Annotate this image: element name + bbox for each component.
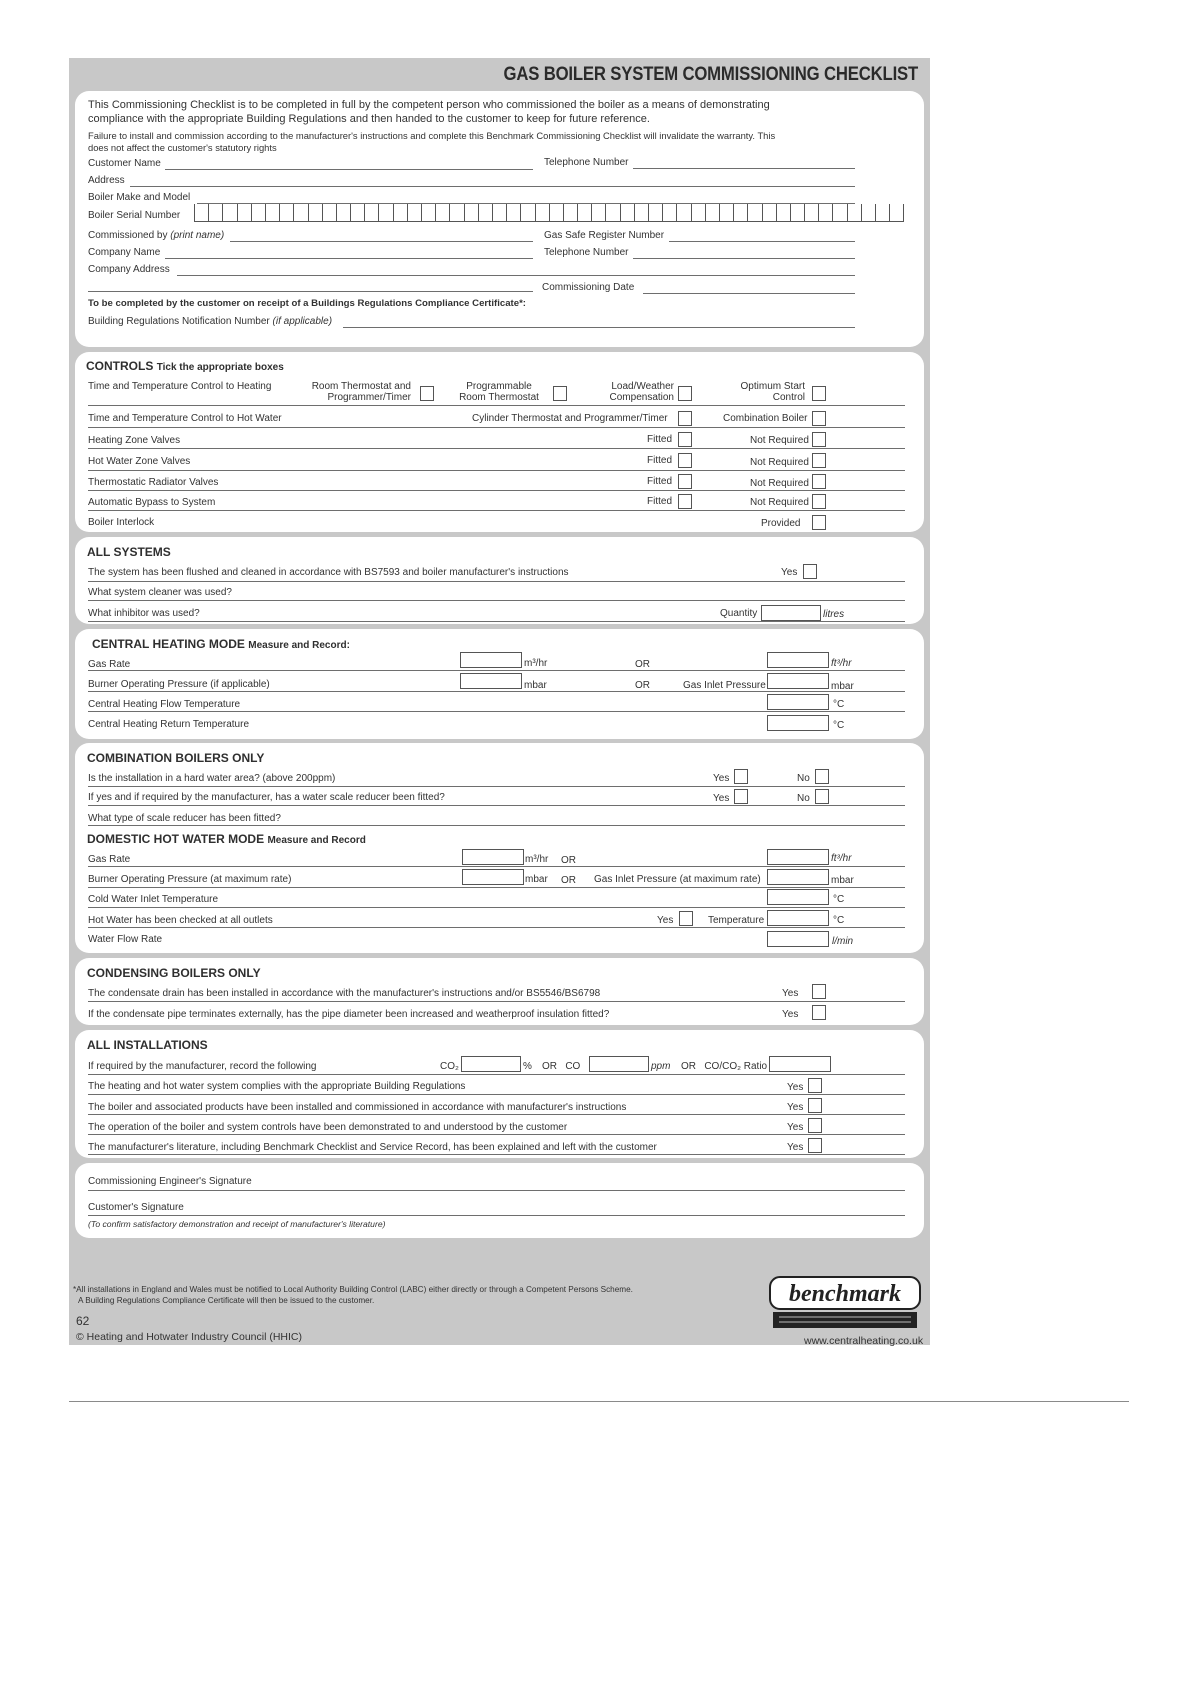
dhw-gas-rate-label: Gas Rate xyxy=(88,854,131,865)
ch-gas-rate-m3-field[interactable] xyxy=(460,652,522,668)
drain-label: The condensate drain has been installed in accordance with the manufacturer's instructions and/or BS5546/BS6798 xyxy=(88,988,601,999)
copyright: © Heating and Hotwater Industry Council (HHIC) xyxy=(76,1331,302,1343)
ch-gas-rate-label: Gas Rate xyxy=(88,659,131,670)
all-systems-heading: ALL SYSTEMS xyxy=(87,545,171,559)
scale-type-field[interactable] xyxy=(88,825,905,826)
load-weather-checkbox[interactable] xyxy=(678,386,692,401)
optimum-start-label: Optimum Start Control xyxy=(740,381,805,403)
yes-label: Yes xyxy=(787,1142,804,1153)
page-divider xyxy=(69,1401,1129,1402)
literature-label: The manufacturer's literature, including Benchmark Checklist and Service Record, has been explained and left with the customer xyxy=(88,1142,657,1153)
commissioning-date-label: Commissioning Date xyxy=(542,282,635,293)
divider xyxy=(88,1074,905,1075)
divider xyxy=(88,405,905,406)
boiler-make-label: Boiler Make and Model xyxy=(88,192,191,203)
page-number: 62 xyxy=(76,1314,90,1328)
divider xyxy=(88,1154,905,1155)
yes-label: Yes xyxy=(787,1122,804,1133)
ch-burner-field[interactable] xyxy=(460,673,522,689)
regs-label: The heating and hot water system complies with the appropriate Building Regulations xyxy=(88,1081,466,1092)
divider xyxy=(88,866,905,867)
cylinder-thermostat-checkbox[interactable] xyxy=(678,411,692,426)
flushed-checkbox[interactable] xyxy=(803,564,817,579)
company-address-field[interactable] xyxy=(177,275,855,276)
room-thermostat-checkbox[interactable] xyxy=(420,386,434,401)
telephone-field-2[interactable] xyxy=(633,258,855,259)
company-name-label: Company Name xyxy=(88,247,161,258)
yes-label: Yes xyxy=(713,773,730,784)
ch-gas-inlet-field[interactable] xyxy=(767,673,829,689)
customer-name-label: Customer Name xyxy=(88,158,161,169)
benchmark-logo xyxy=(769,1276,921,1332)
dhw-gas-rate-ft3-field[interactable] xyxy=(767,849,829,865)
combination-boiler-label: Combination Boiler xyxy=(723,413,808,424)
checklist-sheet xyxy=(69,58,930,1345)
signatures-panel xyxy=(75,1163,924,1238)
yes-label: Yes xyxy=(713,793,730,804)
cylinder-thermostat-label: Cylinder Thermostat and Programmer/Timer xyxy=(472,413,668,424)
notification-field[interactable] xyxy=(343,327,855,328)
hot-water-zone-not-required-checkbox[interactable] xyxy=(812,453,826,468)
dhw-temperature-field[interactable] xyxy=(767,910,829,926)
ch-burner-label: Burner Operating Pressure (if applicable) xyxy=(88,679,270,690)
notification-label: Building Regulations Notification Number (if applicable) xyxy=(88,316,333,327)
yes-label: Yes xyxy=(782,1009,799,1020)
divider xyxy=(88,887,905,888)
address-label: Address xyxy=(88,175,125,186)
central-heating-heading: CENTRAL HEATING MODE Measure and Record: xyxy=(92,637,350,651)
or-label: OR xyxy=(635,659,650,670)
ppm-unit: ppm xyxy=(651,1061,671,1072)
controls-heading: CONTROLS Tick the appropriate boxes xyxy=(86,359,284,373)
bypass-not-required-checkbox[interactable] xyxy=(812,494,826,509)
scale-type-label: What type of scale reducer has been fitted? xyxy=(88,813,281,824)
fitted-label: Fitted xyxy=(647,455,673,466)
warranty-text: Failure to install and commission according to the manufacturer's instructions and complete this Benchmark Commissioning Checklist will invalidate the warranty. This xyxy=(88,130,776,141)
regs-yes-checkbox[interactable] xyxy=(808,1078,822,1093)
trv-label: Thermostatic Radiator Valves xyxy=(88,477,219,488)
heating-zone-label: Heating Zone Valves xyxy=(88,435,181,446)
interlock-label: Boiler Interlock xyxy=(88,517,155,528)
heating-zone-not-required-checkbox[interactable] xyxy=(812,432,826,447)
dhw-heading: DOMESTIC HOT WATER MODE Measure and Record xyxy=(87,832,366,846)
combination-heading: COMBINATION BOILERS ONLY xyxy=(87,751,265,765)
ch-return-label: Central Heating Return Temperature xyxy=(88,719,250,730)
divider xyxy=(88,1134,905,1135)
co-label: OR CO xyxy=(542,1061,581,1072)
ratio-label: OR CO/CO₂ Ratio xyxy=(681,1061,768,1072)
inhibitor-label: What inhibitor was used? xyxy=(88,608,200,619)
mbar-unit: mbar xyxy=(524,680,547,691)
engineer-signature-label: Commissioning Engineer's Signature xyxy=(88,1176,252,1187)
company-address-field-2[interactable] xyxy=(88,291,533,292)
programmable-checkbox[interactable] xyxy=(553,386,567,401)
not-required-label: Not Required xyxy=(750,478,809,489)
no-label: No xyxy=(797,773,810,784)
flow-rate-field[interactable] xyxy=(767,931,829,947)
ratio-field[interactable] xyxy=(769,1056,831,1072)
pipe-yes-checkbox[interactable] xyxy=(812,1005,826,1020)
trv-not-required-checkbox[interactable] xyxy=(812,474,826,489)
page-title: GAS BOILER SYSTEM COMMISSIONING CHECKLIST xyxy=(503,64,918,85)
company-address-label: Company Address xyxy=(88,264,170,275)
divider xyxy=(88,427,905,428)
degc-unit: °C xyxy=(833,915,845,926)
hot-water-zone-label: Hot Water Zone Valves xyxy=(88,456,191,467)
company-name-field[interactable] xyxy=(165,258,533,259)
mbar-unit: mbar xyxy=(831,875,854,886)
optimum-start-checkbox[interactable] xyxy=(812,386,826,401)
gas-inlet-label: Gas Inlet Pressure xyxy=(683,680,766,691)
fitted-label: Fitted xyxy=(647,476,673,487)
hard-water-no-checkbox[interactable] xyxy=(815,769,829,784)
temperature-label: Temperature xyxy=(708,915,765,926)
all-systems-panel xyxy=(75,537,924,624)
customer-signature-label: Customer's Signature xyxy=(88,1202,184,1213)
yes-label: Yes xyxy=(782,988,799,999)
flushed-label: The system has been flushed and cleaned in accordance with BS7593 and boiler manufacturer's instructions xyxy=(88,567,569,578)
cold-inlet-field[interactable] xyxy=(767,889,829,905)
record-label: If required by the manufacturer, record the following xyxy=(88,1061,317,1072)
intro-text: This Commissioning Checklist is to be completed in full by the competent person who commissioned the boiler as a means of demonstrating xyxy=(88,99,770,111)
fitted-label: Fitted xyxy=(647,434,673,445)
co2-field[interactable] xyxy=(461,1056,521,1072)
literature-yes-checkbox[interactable] xyxy=(808,1138,822,1153)
litres-unit: litres xyxy=(823,609,845,620)
warranty-text: does not affect the customer's statutory rights xyxy=(88,142,277,153)
divider xyxy=(88,1001,905,1002)
installed-yes-checkbox[interactable] xyxy=(808,1098,822,1113)
telephone-label: Telephone Number xyxy=(544,157,629,168)
yes-label: Yes xyxy=(787,1082,804,1093)
central-heating-panel xyxy=(75,629,924,739)
divider xyxy=(88,670,905,671)
cold-inlet-label: Cold Water Inlet Temperature xyxy=(88,894,219,905)
customer-name-field[interactable] xyxy=(165,169,533,170)
intro-text: compliance with the appropriate Building Regulations and then handed to the customer to keep for future reference. xyxy=(88,113,650,125)
demonstrated-label: The operation of the boiler and system controls have been demonstrated to and understood by the customer xyxy=(88,1122,568,1133)
not-required-label: Not Required xyxy=(750,497,809,508)
boiler-serial-field[interactable] xyxy=(194,204,904,222)
dhw-burner-label: Burner Operating Pressure (at maximum rate) xyxy=(88,874,292,885)
interlock-provided-checkbox[interactable] xyxy=(812,515,826,530)
m3hr-unit: m³/hr xyxy=(524,658,548,669)
mbar-unit: mbar xyxy=(831,681,854,692)
bypass-fitted-checkbox[interactable] xyxy=(678,494,692,509)
scale-fitted-label: If yes and if required by the manufacturer, has a water scale reducer been fitted? xyxy=(88,792,445,803)
address-field[interactable] xyxy=(130,186,855,187)
drain-yes-checkbox[interactable] xyxy=(812,984,826,999)
scale-fitted-yes-checkbox[interactable] xyxy=(734,789,748,804)
quantity-label: Quantity xyxy=(720,608,758,619)
no-label: No xyxy=(797,793,810,804)
confirm-note: (To confirm satisfactory demonstration and receipt of manufacturer's literature) xyxy=(88,1219,386,1229)
svg-text:benchmark: benchmark xyxy=(788,1281,902,1307)
not-required-label: Not Required xyxy=(750,457,809,468)
divider xyxy=(88,691,905,692)
gas-safe-field[interactable] xyxy=(669,241,855,242)
programmable-label: Programmable Room Thermostat xyxy=(459,381,539,403)
hard-water-label: Is the installation in a hard water area? (above 200ppm) xyxy=(88,773,336,784)
yes-label: Yes xyxy=(781,567,798,578)
ch-flow-label: Central Heating Flow Temperature xyxy=(88,699,241,710)
co-field[interactable] xyxy=(589,1056,649,1072)
room-thermostat-label: Room Thermostat and Programmer/Timer xyxy=(311,381,411,403)
not-required-label: Not Required xyxy=(750,435,809,446)
customer-signature-field[interactable] xyxy=(88,1215,905,1216)
website-link[interactable]: www.centralheating.co.uk xyxy=(804,1335,924,1347)
controls-panel xyxy=(75,352,924,532)
divider xyxy=(88,711,905,712)
condensing-panel xyxy=(75,958,924,1025)
flow-rate-label: Water Flow Rate xyxy=(88,934,163,945)
load-weather-label: Load/Weather Compensation xyxy=(609,381,674,403)
divider xyxy=(88,490,905,491)
provided-label: Provided xyxy=(761,518,801,529)
combination-panel xyxy=(75,743,924,953)
divider xyxy=(88,448,905,449)
checked-yes-checkbox[interactable] xyxy=(679,911,693,926)
bypass-label: Automatic Bypass to System xyxy=(88,497,216,508)
trv-fitted-checkbox[interactable] xyxy=(678,474,692,489)
commissioned-by-label: Commissioned by (print name) xyxy=(88,230,225,241)
divider xyxy=(88,805,905,806)
commissioning-date-field[interactable] xyxy=(643,293,855,294)
telephone-label-2: Telephone Number xyxy=(544,247,629,258)
intro-panel xyxy=(75,91,924,347)
cleaner-label: What system cleaner was used? xyxy=(88,587,232,598)
hard-water-yes-checkbox[interactable] xyxy=(734,769,748,784)
ch-flow-field[interactable] xyxy=(767,694,829,710)
divider xyxy=(88,581,905,582)
gas-inlet-label: Gas Inlet Pressure (at maximum rate) xyxy=(594,874,761,885)
gas-safe-label: Gas Safe Register Number xyxy=(544,230,665,241)
demonstrated-yes-checkbox[interactable] xyxy=(808,1118,822,1133)
or-label: OR xyxy=(561,875,576,886)
boiler-serial-label: Boiler Serial Number xyxy=(88,210,181,221)
inhibitor-field[interactable] xyxy=(88,621,905,622)
footnote: *All installations in England and Wales must be notified to Local Authority Building Control (LABC) either directly or through a Competent Persons Scheme. xyxy=(73,1285,633,1294)
dhw-gas-inlet-field[interactable] xyxy=(767,869,829,885)
condensing-heading: CONDENSING BOILERS ONLY xyxy=(87,966,261,980)
hot-water-zone-fitted-checkbox[interactable] xyxy=(678,453,692,468)
installed-label: The boiler and associated products have been installed and commissioned in accordance with manufacturer's instructions xyxy=(88,1102,627,1113)
m3hr-unit: m³/hr xyxy=(525,854,549,865)
divider xyxy=(88,927,905,928)
cleaner-field[interactable] xyxy=(88,600,905,601)
quantity-field[interactable] xyxy=(761,605,821,621)
ch-return-field[interactable] xyxy=(767,715,829,731)
divider xyxy=(88,907,905,908)
or-label: OR xyxy=(561,855,576,866)
serial-number-row xyxy=(75,204,924,222)
telephone-field[interactable] xyxy=(633,168,855,169)
customer-note: To be completed by the customer on receipt of a Buildings Regulations Compliance Certificate*: xyxy=(88,298,527,309)
dhw-burner-field[interactable] xyxy=(462,869,524,885)
divider xyxy=(88,786,905,787)
all-installations-heading: ALL INSTALLATIONS xyxy=(87,1038,208,1052)
yes-label: Yes xyxy=(657,915,674,926)
degc-unit: °C xyxy=(833,720,845,731)
yes-label: Yes xyxy=(787,1102,804,1113)
all-installations-panel xyxy=(75,1030,924,1158)
ttc-water-label: Time and Temperature Control to Hot Water xyxy=(88,413,282,424)
mbar-unit: mbar xyxy=(525,874,548,885)
divider xyxy=(88,510,905,511)
co2-label: CO₂ xyxy=(440,1061,459,1072)
ft3hr-unit: ft³/hr xyxy=(831,658,852,669)
divider xyxy=(88,470,905,471)
scale-fitted-no-checkbox[interactable] xyxy=(815,789,829,804)
footnote: A Building Regulations Compliance Certificate will then be issued to the customer. xyxy=(78,1296,375,1305)
ch-gas-rate-ft3-field[interactable] xyxy=(767,652,829,668)
engineer-signature-field[interactable] xyxy=(88,1190,905,1191)
divider xyxy=(88,1114,905,1115)
ft3hr-unit: ft³/hr xyxy=(831,853,852,864)
percent-unit: % xyxy=(523,1061,532,1072)
pipe-label: If the condensate pipe terminates externally, has the pipe diameter been increased and weatherproof insulation fitted? xyxy=(88,1009,610,1020)
or-label: OR xyxy=(635,680,650,691)
lmin-unit: l/min xyxy=(832,936,854,947)
commissioned-by-field[interactable] xyxy=(230,241,533,242)
degc-unit: °C xyxy=(833,699,845,710)
heating-zone-fitted-checkbox[interactable] xyxy=(678,432,692,447)
checked-label: Hot Water has been checked at all outlets xyxy=(88,915,273,926)
divider xyxy=(88,1094,905,1095)
ttc-heating-label: Time and Temperature Control to Heating xyxy=(88,381,272,392)
combination-boiler-checkbox[interactable] xyxy=(812,411,826,426)
dhw-gas-rate-m3-field[interactable] xyxy=(462,849,524,865)
fitted-label: Fitted xyxy=(647,496,673,507)
degc-unit: °C xyxy=(833,894,845,905)
